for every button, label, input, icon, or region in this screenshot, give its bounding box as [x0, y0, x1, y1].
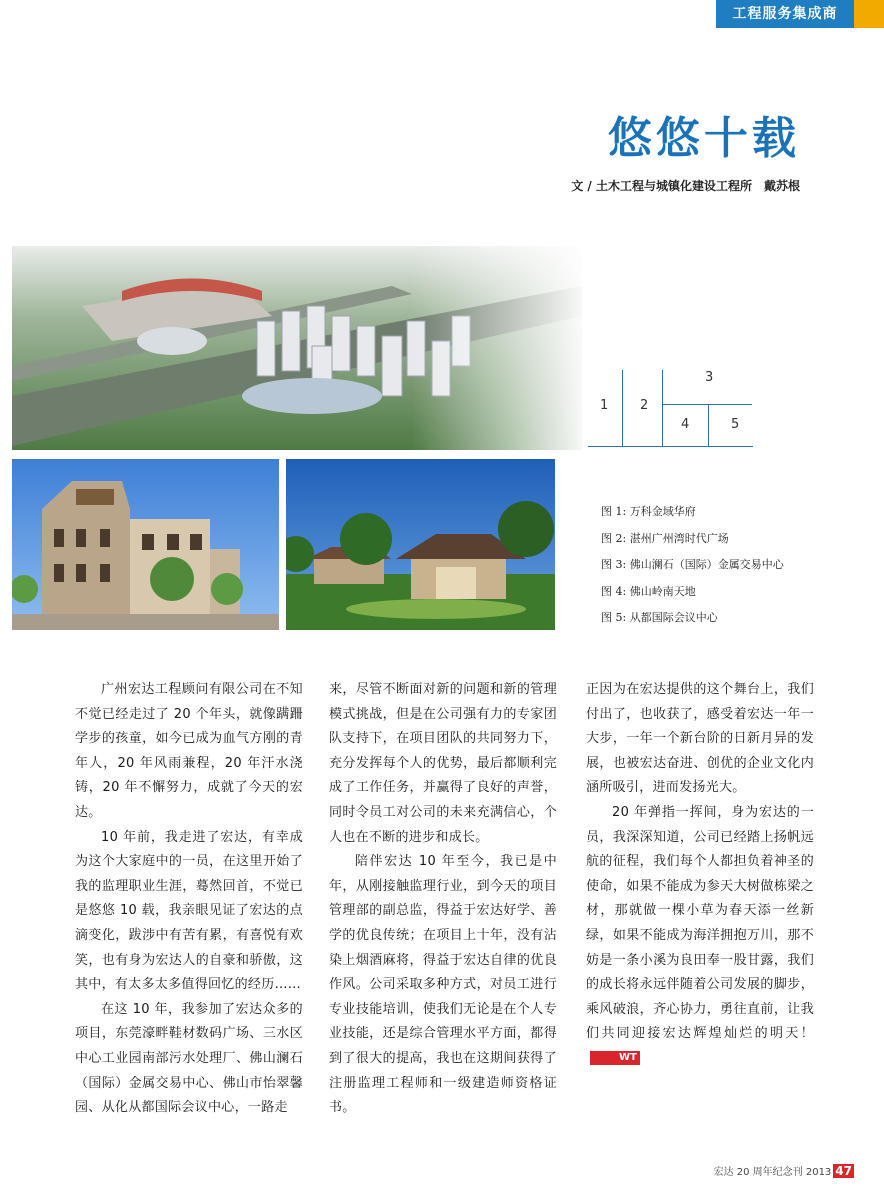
- key-label-5: 5: [731, 417, 740, 432]
- body-column-2: [329, 678, 557, 1121]
- article-title: 悠悠十载: [608, 113, 800, 164]
- paragraph: 在这 10 年，我参加了宏达众多的项目，东莞濠畔鞋材数码广场、三水区中心工业园南部污水处理厂、佛山澜石（国际）金属交易中心、佛山市怡翠馨园、从化从都国际会议中心，一路走: [75, 1001, 303, 1116]
- paragraph: 陪伴宏达 10 年至今，我已是中年，从刚接触监理行业，到今天的项目管理部的副总监，得益于宏达好学、善学的优良传统；在项目上十年，没有沾染上烟酒麻将，得益于宏达自律的优良作风。公司采取多种方式，对员工进行专业技能培训，使我们无论是在个人专业技能，还是综合管理水平方面，都得到了很大的提高，我也在这期间获得了注册监理工程师和一级建造师资格证书。: [329, 854, 557, 1116]
- key-label-4: 4: [681, 417, 690, 432]
- body-column-1: [75, 678, 303, 1121]
- final-paragraph-text: 20 年弹指一挥间，身为宏达的一员，我深深知道，公司已经踏上扬帆远航的征程，我们每个人都担负着神圣的使命，如果不能成为参天大树做栋梁之材，那就做一棵小草为春天添一丝新绿，如果不能成为海洋拥抱万川，那不妨是一条小溪为良田奉一股甘露，我们的成长将永远伴随着公司发展的脚步，乘风破浪，齐心协力，勇往直前，让我们共同迎接宏达辉煌灿烂的明天！: [586, 804, 814, 1042]
- final-paragraph: [586, 801, 814, 1072]
- footer-text: 宏达 20 周年纪念刊 2013: [713, 1167, 832, 1178]
- caption-2: 图 2: 湛州广州湾时代广场: [601, 531, 729, 545]
- page-footer: [714, 1163, 854, 1178]
- body-column-3: [586, 678, 814, 1072]
- caption-5: 图 5: 从都国际会议中心: [601, 611, 718, 624]
- end-mark: WT: [590, 1051, 640, 1065]
- photo-captions: [601, 503, 784, 636]
- page-number: 47: [835, 1164, 852, 1178]
- paragraph: 来，尽管不断面对新的问题和新的管理模式挑战，但是在公司强有力的专家团队支持下，在项目团队的共同努力下，充分发挥每个人的优势，最后都顺利完成了工作任务，并赢得了良好的声誉，同时令员工对公司的未来充满信心，个人也在不断的进步和成长。: [329, 682, 557, 845]
- key-label-2: 2: [640, 398, 649, 413]
- photo-pavilion: [286, 459, 555, 630]
- photo-street-building: [12, 459, 279, 630]
- key-label-1: 1: [600, 398, 609, 413]
- section-tab-accent: [854, 0, 884, 28]
- article-byline: 文 / 土木工程与城镇化建设工程所 戴苏根: [571, 179, 800, 193]
- photo-position-key: [588, 368, 758, 450]
- paragraph: 正因为在宏达提供的这个舞台上，我们付出了，也收获了，感受着宏达一年一大步，一年一个新台阶的日新月异的发展，也被宏达奋进、创优的企业文化内涵所吸引，进而发扬光大。: [586, 682, 814, 796]
- caption-4: 图 4: 佛山岭南天地: [601, 584, 696, 598]
- caption-1: 图 1: 万科金域华府: [601, 505, 696, 518]
- caption-3: 图 3: 佛山澜石（国际）金属交易中心: [601, 558, 784, 571]
- paragraph: 广州宏达工程顾问有限公司在不知不觉已经走过了 20 个年头，就像蹒跚学步的孩童，如今已成为血气方刚的青年人，20 年风雨兼程，20 年汗水浇铸，20 年不懈努力，成就了今天的宏达。: [75, 682, 303, 820]
- section-tab: 工程服务集成商: [716, 0, 854, 28]
- paragraph: 10 年前，我走进了宏达，有幸成为这个大家庭中的一员，在这里开始了我的监理职业生涯，蓦然回首，不觉已是悠悠 10 载，我亲眼见证了宏达的点滴变化，跋涉中有苦有累，有喜悦有欢笑，也有身为宏达人的自豪和骄傲，这其中，有太多太多值得回忆的经历……: [75, 829, 303, 993]
- photo-aerial-rendering: [12, 246, 582, 450]
- key-label-3: 3: [705, 370, 714, 385]
